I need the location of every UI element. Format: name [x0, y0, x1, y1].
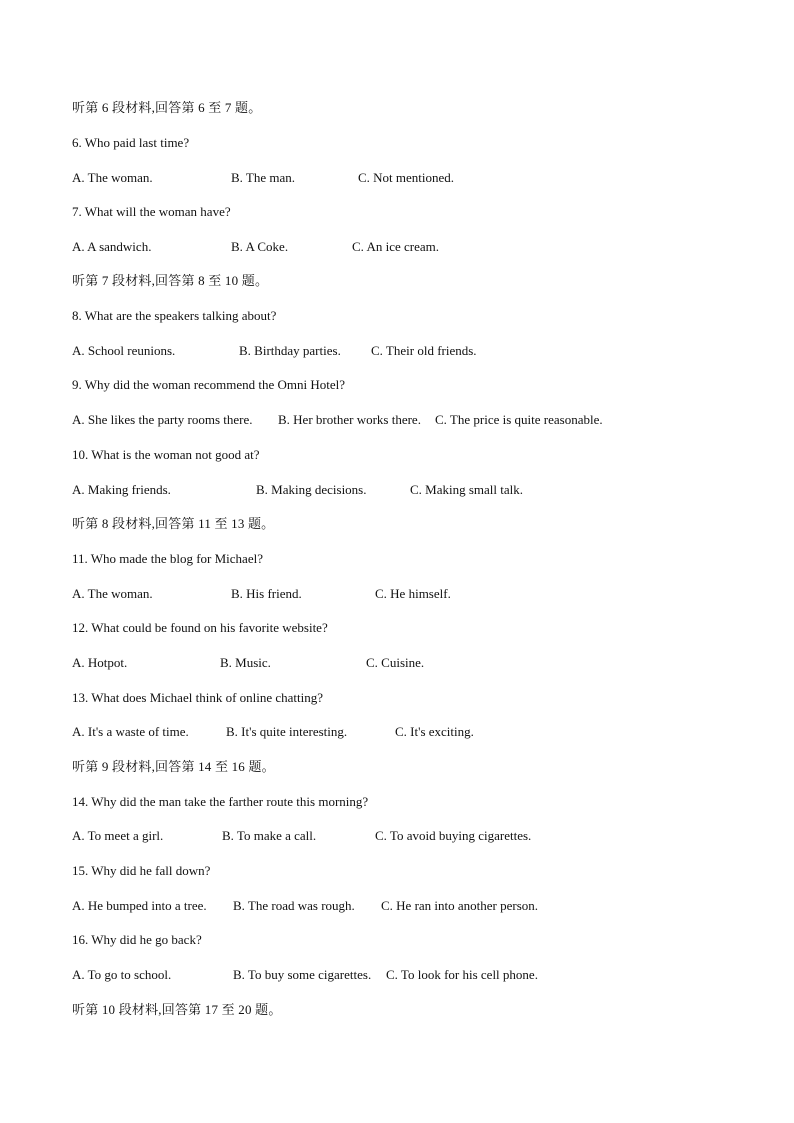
question-text: 16. Why did he go back? — [72, 932, 202, 947]
section-instruction: 听第 10 段材料,回答第 17 至 20 题。 — [72, 1002, 282, 1017]
answer-option-c: C. Their old friends. — [371, 343, 477, 358]
answer-option-c: C. He himself. — [375, 586, 451, 601]
answer-option-b: B. Birthday parties. — [239, 343, 341, 358]
question-text: 14. Why did the man take the farther route this morning? — [72, 794, 369, 809]
answer-option-a: A. Hotpot. — [72, 655, 128, 670]
answer-option-c: C. Cuisine. — [366, 655, 425, 670]
answer-option-c: C. To avoid buying cigarettes. — [375, 828, 532, 843]
answer-option-b: B. The road was rough. — [233, 898, 355, 913]
question-text: 12. What could be found on his favorite website? — [72, 620, 328, 635]
answer-option-a: A. The woman. — [72, 170, 153, 185]
question-text: 6. Who paid last time? — [72, 135, 190, 150]
answer-option-b: B. His friend. — [231, 586, 302, 601]
answer-option-b: B. A Coke. — [231, 239, 289, 254]
answer-option-a: A. School reunions. — [72, 343, 176, 358]
answer-option-c: C. To look for his cell phone. — [386, 967, 538, 982]
answer-option-b: B. The man. — [231, 170, 296, 185]
answer-option-b: B. Making decisions. — [256, 482, 367, 497]
question-text: 9. Why did the woman recommend the Omni Hotel? — [72, 377, 346, 392]
answer-option-a: A. To go to school. — [72, 967, 172, 982]
answer-option-a: A. Making friends. — [72, 482, 171, 497]
section-instruction: 听第 8 段材料,回答第 11 至 13 题。 — [72, 516, 275, 531]
answer-option-b: B. To make a call. — [222, 828, 317, 843]
answer-option-b: B. Her brother works there. — [278, 412, 421, 427]
answer-option-b: B. To buy some cigarettes. — [233, 967, 372, 982]
answer-option-b: B. It's quite interesting. — [226, 724, 348, 739]
answer-option-b: B. Music. — [220, 655, 271, 670]
answer-option-a: A. It's a waste of time. — [72, 724, 189, 739]
section-instruction: 听第 6 段材料,回答第 6 至 7 题。 — [72, 100, 262, 115]
answer-option-a: A. To meet a girl. — [72, 828, 164, 843]
answer-option-c: C. It's exciting. — [395, 724, 474, 739]
answer-option-c: C. He ran into another person. — [381, 898, 539, 913]
question-text: 8. What are the speakers talking about? — [72, 308, 277, 323]
question-text: 11. Who made the blog for Michael? — [72, 551, 263, 566]
question-text: 13. What does Michael think of online chatting? — [72, 690, 324, 705]
answer-option-a: A. The woman. — [72, 586, 153, 601]
answer-option-a: A. She likes the party rooms there. — [72, 412, 253, 427]
answer-option-c: C. Making small talk. — [410, 482, 524, 497]
question-text: 15. Why did he fall down? — [72, 863, 211, 878]
section-instruction: 听第 9 段材料,回答第 14 至 16 题。 — [72, 759, 275, 774]
answer-option-c: C. An ice cream. — [352, 239, 439, 254]
question-text: 10. What is the woman not good at? — [72, 447, 260, 462]
section-instruction: 听第 7 段材料,回答第 8 至 10 题。 — [72, 273, 269, 288]
question-text: 7. What will the woman have? — [72, 204, 231, 219]
answer-option-c: C. The price is quite reasonable. — [435, 412, 603, 427]
answer-option-a: A. He bumped into a tree. — [72, 898, 207, 913]
answer-option-c: C. Not mentioned. — [358, 170, 455, 185]
answer-option-a: A. A sandwich. — [72, 239, 152, 254]
